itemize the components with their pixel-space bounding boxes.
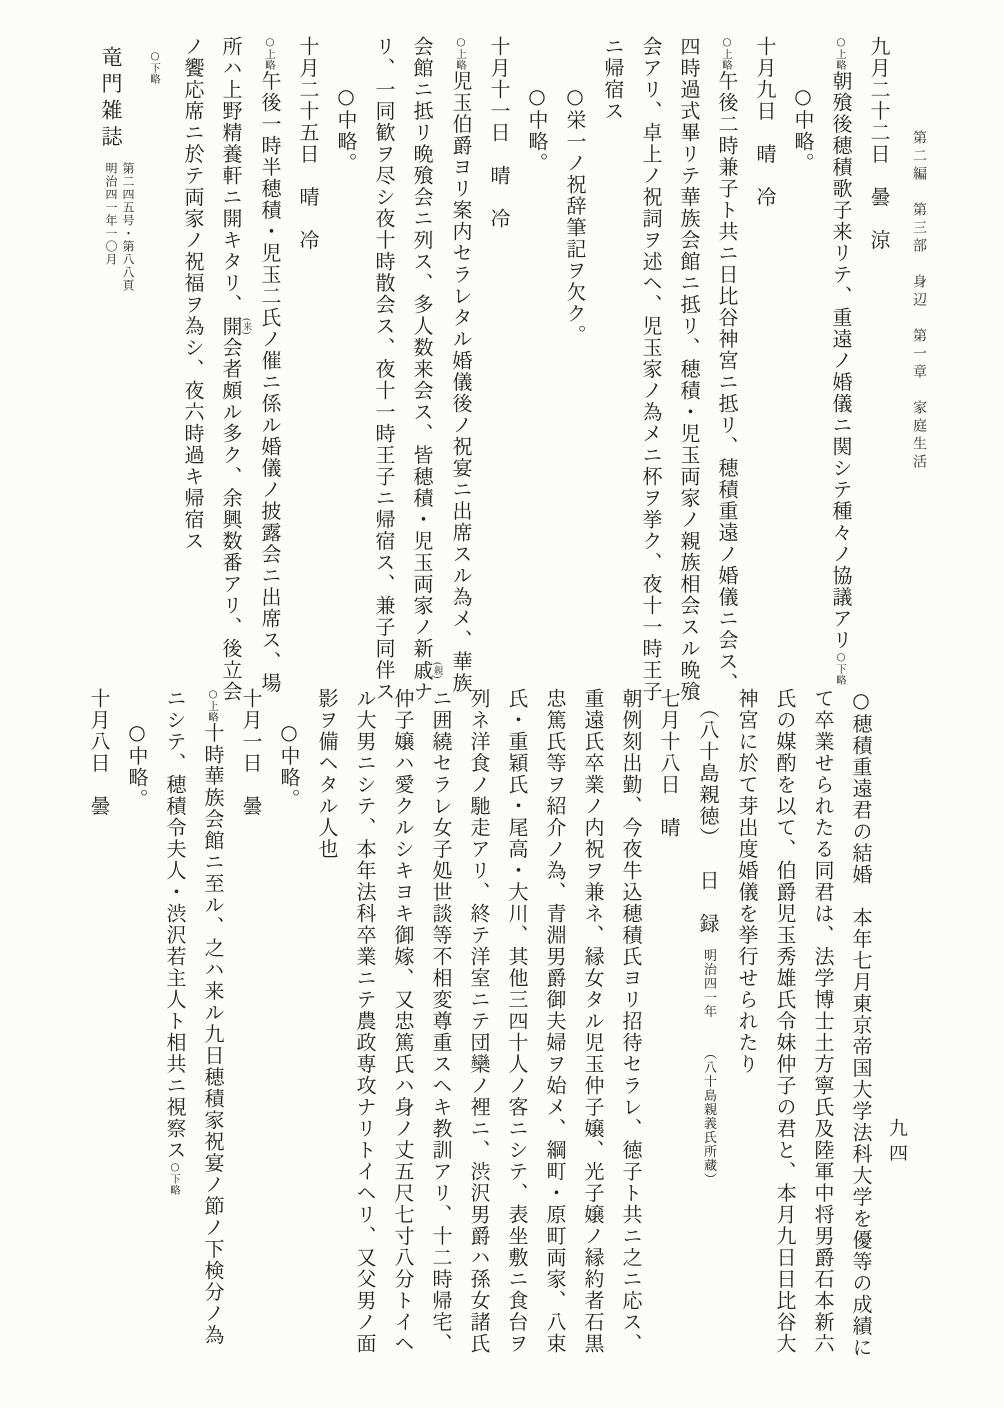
entry-text: [308, 688, 346, 1359]
entry-text: [346, 688, 384, 1359]
omission-note: [270, 688, 308, 1359]
editor-note: [556, 36, 594, 703]
text-segment: ○栄一ノ祝辞筆記ヲ欠ク。: [563, 84, 587, 346]
text-segment: 会アリ、卓上ノ祝詞ヲ述ヘ、児玉家ノ為メニ杯ヲ挙ク、夜十一時王子: [639, 36, 663, 703]
text-segment: 十月一日 曇: [239, 688, 263, 817]
omission-note: [784, 36, 822, 703]
omission-note: [118, 688, 156, 1359]
text-segment: ○中略。: [125, 720, 149, 810]
text-segment: ○中略。: [791, 84, 815, 174]
text-segment: 影ヲ備ヘタル人也: [315, 688, 339, 860]
text-segment: ニ帰宿ス: [601, 36, 625, 122]
entry-text: [174, 36, 212, 703]
text-segment: ︵八十島親義氏所蔵︶: [701, 1018, 716, 1187]
entry-text: [536, 688, 574, 1359]
entry-text: [442, 36, 480, 703]
omission-note: [327, 36, 365, 703]
entry-text: [251, 36, 289, 703]
text-segment: ︵八十島親徳︶ 日 録: [696, 698, 720, 935]
omission-marker: ○下略: [169, 1161, 181, 1196]
text-segment: 仲子嬢ハ愛クルシキヨキ御嫁、又忠篤氏ハ身ノ丈五尺七寸八分トイヘ: [391, 688, 415, 1355]
text-segment: 九月二十二日 曇 涼: [867, 36, 891, 251]
text-segment: 十月九日 晴 冷: [753, 36, 777, 208]
omission-marker: ○上略: [264, 36, 276, 71]
entry-text: [156, 688, 194, 1359]
text-segment: ○中略。: [525, 84, 549, 174]
omission-note: [136, 36, 174, 703]
omission-marker: ○上略: [721, 36, 733, 71]
text-segment: ニ囲繞セラレ女子処世談等不相変尊重スヘキ教訓アリ、十二時帰宅、: [429, 688, 453, 1355]
text-segment: 児玉伯爵ヨリ案内セラレタル婚儀後ノ祝宴ニ出席スル為メ、華族: [449, 70, 473, 694]
text-segment: 氏の媒酌を以て、伯爵児玉秀雄氏令妹仲子の君と、本月九日日比谷大: [773, 688, 797, 1355]
text-segment: 竜門雑誌: [99, 46, 123, 152]
text-segment: ○穂積重遠君の結婚 本年七月東京帝国大学法科大学を優等の成績に: [849, 688, 873, 1359]
text-segment: 重遠氏卒業ノ内祝ヲ兼ネ、縁女タル児玉仲子嬢、光子嬢ノ縁約者石黒: [581, 688, 605, 1355]
entry-text: [766, 688, 804, 1359]
entry-date: [80, 688, 118, 1359]
diary-excerpt-block-top: [91, 36, 940, 703]
omission-marker: ○上略: [835, 36, 847, 71]
omission-marker: ○上略: [455, 36, 467, 71]
entry-date: [480, 36, 518, 703]
text-segment: 十月十一日 晴 冷: [487, 36, 511, 230]
text-segment: ニシテ、穂積令夫人・渋沢若主人ト相共ニ視察ス: [163, 688, 187, 1161]
text-segment: 四時過式畢リテ華族会館ニ抵リ、穂積・児玉両家ノ親族相会スル晩飱: [677, 36, 701, 703]
text-segment: 忠篤氏等ヲ紹介ノ為、青淵男爵御夫婦ヲ始メ、綱町・原町両家、八束: [543, 688, 567, 1355]
diary-excerpt-block-bottom: [80, 688, 880, 1359]
text-segment: リ、一同歓ヲ尽シ夜十時散会ス、夜十一時王子ニ帰宿ス、兼子同伴ス: [372, 36, 396, 703]
text-segment: 朝例刻出勤、今夜牛込穂積氏ヨリ招待セラレ、徳子ト共ニ之ニ応ス、: [619, 688, 643, 1355]
source-citation: [102, 162, 136, 292]
entry-text: [194, 688, 232, 1359]
text-segment: 十時華族会館ニ至ル、之ハ来ル九日穂積家祝宴ノ節ノ下検分ノ為: [201, 722, 225, 1346]
text-segment: ○中略。: [334, 84, 358, 174]
text-segment: 神宮に於て芽出度婚儀を挙行せられたり: [735, 688, 759, 1075]
page-number: 九四: [886, 1118, 908, 1168]
text-segment: 七月十八日 晴: [657, 688, 681, 839]
entry-text: [804, 688, 842, 1359]
text-segment: 所ハ上野精養軒ニ開キタリ、: [219, 36, 243, 316]
citation-line: 第二四五号・第八八頁: [121, 162, 135, 292]
entry-text: [708, 36, 746, 703]
omission-marker: ○下略: [149, 50, 161, 85]
text-segment: 十月八日 曇: [87, 688, 111, 817]
entry-text: [384, 688, 422, 1359]
omission-marker: ○上略: [207, 688, 219, 723]
entry-text: [670, 36, 708, 703]
text-segment: ル大男ニシテ、本年法科卒業ニテ農政専攻ナリトイヘリ、又父男ノ面: [353, 688, 377, 1355]
entry-text: [422, 688, 460, 1359]
text-segment: ○中略。: [277, 720, 301, 810]
entry-text: [632, 36, 670, 703]
text-segment: ナ: [410, 681, 434, 703]
entry-date: [289, 36, 327, 703]
entry-date: [860, 36, 898, 703]
entry-date: [650, 688, 688, 1359]
entry-text: [822, 36, 860, 703]
text-segment: 朝飱後穂積歌子来リテ、重遠ノ婚儀ニ関シテ種々ノ協議アリ: [829, 70, 853, 651]
omission-marker: ○下略: [835, 651, 847, 686]
entry-text: [594, 36, 632, 703]
entry-text: [612, 688, 650, 1359]
entry-text: [403, 36, 442, 703]
entry-text: [460, 688, 498, 1359]
entry-date: [746, 36, 784, 703]
entry-text: [365, 36, 403, 703]
section-header: [898, 36, 940, 703]
citation-line: 明治四一年一〇月: [104, 162, 118, 266]
text-segment: 明治四一年: [701, 934, 716, 1019]
text-segment: 氏・重穎氏・尾高・大川、其他三四十人ノ客ニシテ、表坐敷ニ食台ヲ: [505, 688, 529, 1355]
text-segment: 十月二十五日 晴 冷: [296, 36, 320, 251]
entry-text: [842, 688, 880, 1359]
text-segment: 会館ニ抵リ晩飱会ニ列ス、多人数来会ス、皆穂積・児玉両家ノ新: [410, 36, 434, 660]
entry-text: [498, 688, 536, 1359]
entry-text: [212, 36, 251, 703]
text-segment: 列ネ洋食ノ馳走アリ、終テ洋室ニテ団欒ノ裡ニ、渋沢男爵ハ孫女諸氏: [467, 688, 491, 1355]
entry-date: [232, 688, 270, 1359]
entry-text: [574, 688, 612, 1359]
source-title: [688, 688, 728, 1359]
text-segment: 会者頗ル多ク、余興数番アリ、後立会: [219, 337, 243, 703]
omission-note: [518, 36, 556, 703]
gloss-ruby: 戚(親): [410, 659, 443, 681]
text-segment: 午後一時半穂積・児玉二氏ノ催ニ係ル婚儀ノ披露会ニ出席ス、場: [258, 70, 282, 694]
entry-text: [728, 688, 766, 1359]
text-segment: て卒業せられたる同君は、法学博士土方寧氏及陸軍中将男爵石本新六: [811, 688, 835, 1355]
source-title: [91, 36, 136, 703]
text-segment: 第二編 第三部 身辺 第一章 家庭生活: [911, 130, 927, 472]
text-segment: 午後二時兼子ト共ニ日比谷神宮ニ抵リ、穂積重遠ノ婚儀ニ会ス、: [715, 70, 739, 694]
text-segment: ノ饗応席ニ於テ両家ノ祝福ヲ為シ、夜六時過キ帰宿ス: [181, 36, 205, 552]
gloss-ruby: 開(来): [219, 315, 252, 337]
